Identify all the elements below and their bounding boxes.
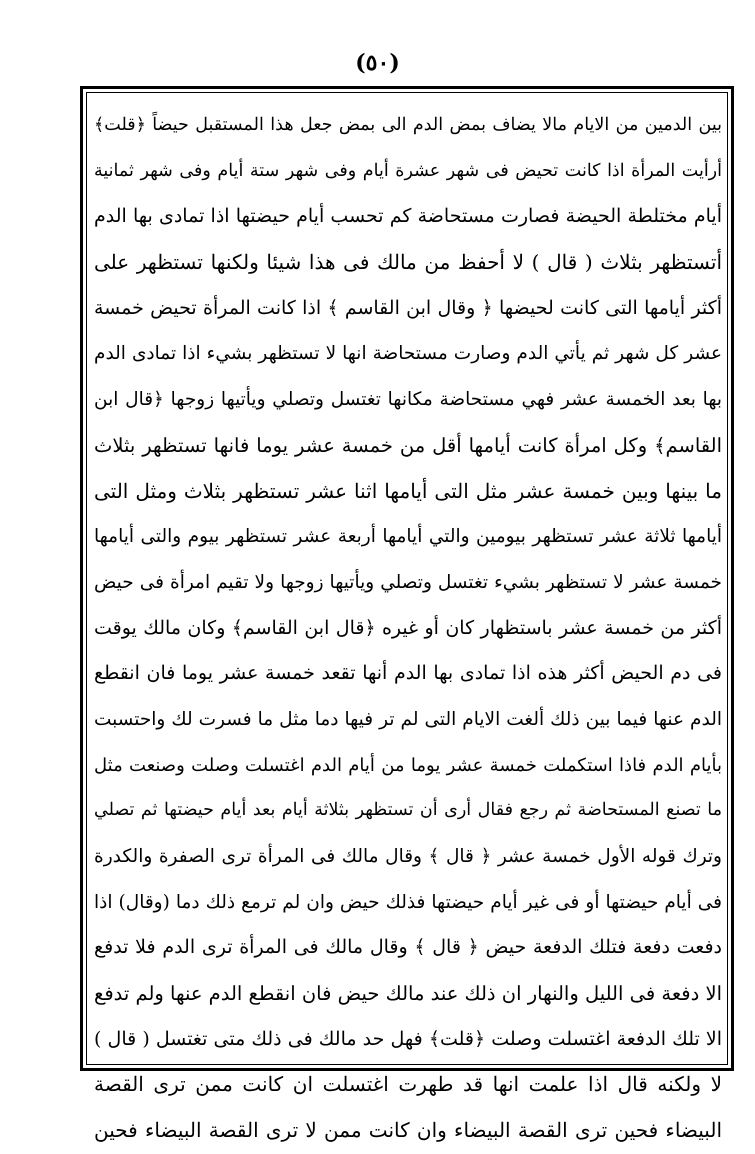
text-line: أكثر من خمسة عشر باستظهار كان أو غيره ﴿قال ابن القاسم﴾ وكان مالك يوقت [94,616,722,639]
text-line: أتستظهر بثلاث ( قال ) لا أحفظ من مالك فى هذا شيئا ولكنها تستظهر على [94,250,722,275]
text-body [94,103,722,1143]
text-line: ما تصنع المستحاضة ثم رجع فقال أرى أن تستظهر بثلاثة أيام بعد أيام حيضتها ثم تصلي [94,800,722,821]
text-line: عشر كل شهر ثم يأتي الدم وصارت مستحاضة انها لا تستظهر بشيء اذا تمادى الدم [94,343,722,365]
page-number: (٥٠) [355,50,400,76]
text-line: بها بعد الخمسة عشر فهي مستحاضة مكانها تغتسل وتصلي ويأتيها زوجها ﴿قال ابن [94,389,722,411]
text-line: أيامها ثلاثة عشر تستظهر بيومين والتي أيامها أربعة عشر تستظهر بيوم والتى أيامها [94,526,722,548]
text-line: بأيام الدم فاذا استكملت خمسة عشر يوما من أيام الدم اغتسلت وصلت وصنعت مثل [94,754,722,776]
text-line: أكثر أيامها التى كانت لحيضها ﴿ وقال ابن القاسم ﴾ اذا كانت المرأة تحيض خمسة [94,296,722,319]
text-line: لا ولكنه قال اذا علمت انها قد طهرت اغتسلت ان كانت ممن ترى القصة [94,1072,722,1097]
text-line: الا تلك الدفعة اغتسلت وصلت ﴿قلت﴾ فهل حد مالك فى ذلك متى تغتسل ( قال ) [94,1027,722,1050]
text-line: فى أيام حيضتها أو فى غير أيام حيضتها فذلك حيض وان لم ترمع ذلك دما (وقال) اذا [94,891,722,913]
text-line: بين الدمين من الايام مالا يضاف بمض الدم الى بمض جعل هذا المستقبل حيضاً ﴿قلت﴾ [94,115,722,135]
text-line: وترك قوله الأول خمسة عشر ﴿ قال ﴾ وقال مالك فى المرأة ترى الصفرة والكدرة [94,846,722,867]
text-line: البيضاء فحين ترى القصة البيضاء وان كانت ممن لا ترى القصة البيضاء فحين [94,1118,722,1143]
text-line: الا دفعة فى الليل والنهار ان ذلك عند مالك حيض فان انقطع الدم عنها ولم تدفع [94,982,722,1006]
text-line: أرأيت المرأة اذا كانت تحيض فى شهر عشرة أيام وفى شهر ستة أيام وفى شهر ثمانية [94,160,722,181]
text-line: ما بينها وبين خمسة عشر مثل التى أيامها اثنا عشر تستظهر بثلاث ومثل التى [94,478,722,503]
text-line: فى دم الحيض أكثر هذه اذا تمادى بها الدم أنها تقعد خمسة عشر يوما فان انقطع [94,662,722,685]
text-line: دفعت دفعة فتلك الدفعة حيض ﴿ قال ﴾ وقال مالك فى المرأة ترى الدم فلا تدفع [94,936,722,959]
text-line: أيام مختلطة الحيضة فصارت مستحاضة كم تحسب أيام حيضتها اذا تمادى بها الدم [94,205,722,228]
text-line: الدم عنها فيما بين ذلك ألغت الايام التى لم تر فيها دما مثل ما فسرت لك واحتسبت [94,708,722,730]
text-line: القاسم﴾ وكل امرأة كانت أيامها أقل من خمسة عشر يوما فانها تستظهر بثلاث [94,433,722,457]
text-line: خمسة عشر لا تستظهر بشيء تغتسل وتصلي ويأتيها زوجها ولا تقيم امرأة فى حيض [94,571,722,593]
